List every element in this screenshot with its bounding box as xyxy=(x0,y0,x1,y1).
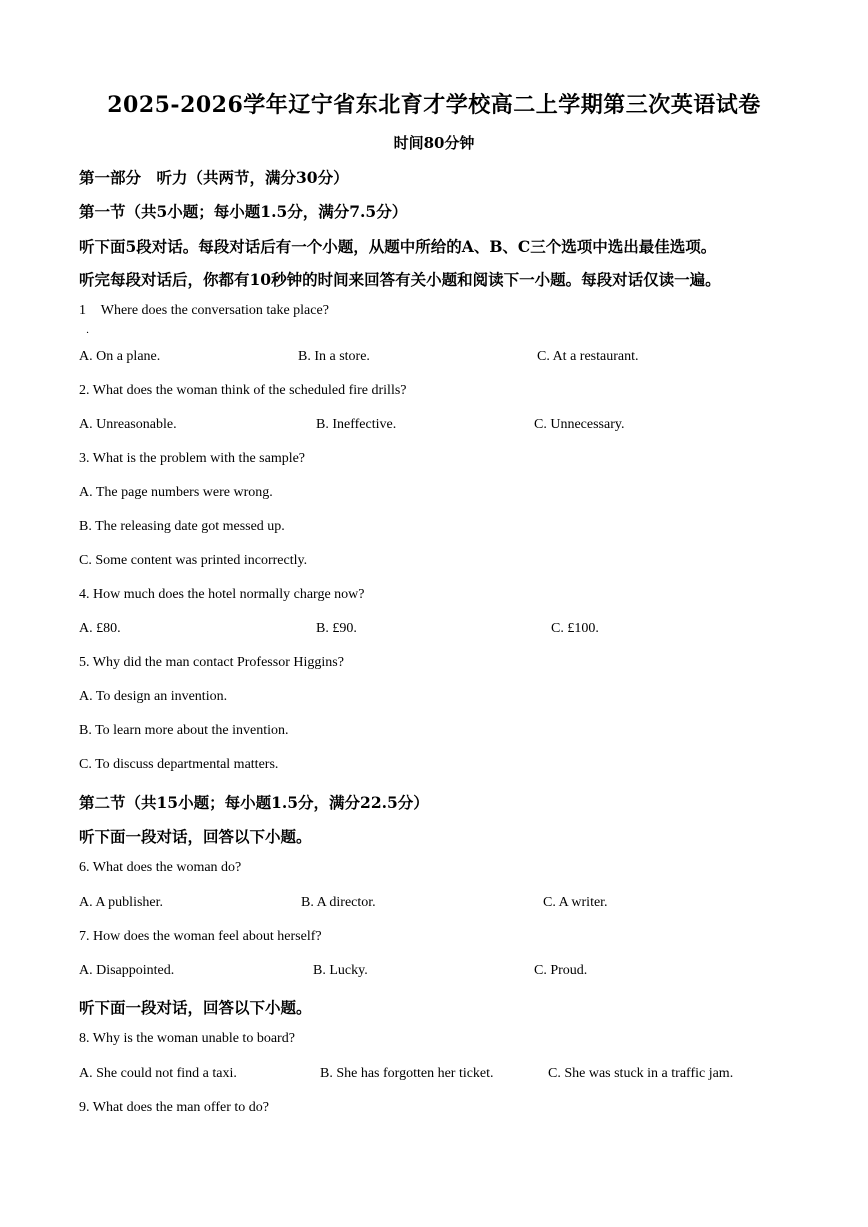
question-4: 4. How much does the hotel normally charge now? xyxy=(79,587,365,602)
option-c: C. Proud. xyxy=(534,963,588,978)
question-8: 8. Why is the woman unable to board? xyxy=(79,1031,295,1046)
part1-heading: 第一部分 听力（共两节，满分30分） xyxy=(79,168,349,187)
question-9: 9. What does the man offer to do? xyxy=(79,1100,269,1115)
option-c: C. Unnecessary. xyxy=(534,417,625,432)
option-c: C. At a restaurant. xyxy=(537,349,639,364)
section2-instruction: 听下面一段对话，回答以下小题。 xyxy=(79,998,312,1017)
question-7: 7. How does the woman feel about herself? xyxy=(79,929,322,944)
question-5: 5. Why did the man contact Professor Higgins? xyxy=(79,655,344,670)
option-b: B. The releasing date got messed up. xyxy=(79,519,285,534)
option-a: A. On a plane. xyxy=(79,349,161,364)
option-a: A. A publisher. xyxy=(79,895,164,910)
option-a: A. The page numbers were wrong. xyxy=(79,485,273,500)
option-b: B. She has forgotten her ticket. xyxy=(320,1066,494,1081)
option-b: B. In a store. xyxy=(298,349,370,364)
section2-heading: 第二节（共15小题；每小题1.5分，满分22.5分） xyxy=(79,793,429,812)
question-6: 6. What does the woman do? xyxy=(79,860,242,875)
question-1 xyxy=(79,303,329,319)
question-number-dot: ． xyxy=(86,325,96,336)
option-b: B. A director. xyxy=(301,895,376,910)
option-a: A. She could not find a taxi. xyxy=(79,1066,237,1081)
section1-instruction-2: 听完每段对话后，你都有10秒钟的时间来回答有关小题和阅读下一小题。每段对话仅读一遍。 xyxy=(79,270,721,289)
question-3: 3. What is the problem with the sample? xyxy=(79,451,306,466)
section2-instruction: 听下面一段对话，回答以下小题。 xyxy=(79,827,312,846)
option-b: B. £90. xyxy=(316,621,357,636)
option-c: C. A writer. xyxy=(543,895,608,910)
option-b: B. To learn more about the invention. xyxy=(79,723,289,738)
option-b: B. Lucky. xyxy=(313,963,368,978)
exam-duration: 时间80分钟 xyxy=(393,134,475,152)
option-b: B. Ineffective. xyxy=(316,417,397,432)
option-c: C. £100. xyxy=(551,621,599,636)
option-c: C. To discuss departmental matters. xyxy=(79,757,279,772)
option-a: A. To design an invention. xyxy=(79,689,228,704)
section1-heading: 第一节（共5小题；每小题1.5分，满分7.5分） xyxy=(79,202,408,221)
option-c: C. She was stuck in a traffic jam. xyxy=(548,1066,734,1081)
section1-instruction-1: 听下面5段对话。每段对话后有一个小题，从题中所给的A、B、C三个选项中选出最佳选项。 xyxy=(79,237,717,256)
question-number: 1 xyxy=(79,303,86,318)
option-a: A. £80. xyxy=(79,621,121,636)
option-a: A. Unreasonable. xyxy=(79,417,177,432)
page-title: 2025-2026学年辽宁省东北育才学校高二上学期第三次英语试卷 xyxy=(107,92,761,118)
question-2: 2. What does the woman think of the scheduled fire drills? xyxy=(79,383,407,398)
option-a: A. Disappointed. xyxy=(79,963,175,978)
question-text: Where does the conversation take place? xyxy=(100,303,329,318)
option-c: C. Some content was printed incorrectly. xyxy=(79,553,308,568)
